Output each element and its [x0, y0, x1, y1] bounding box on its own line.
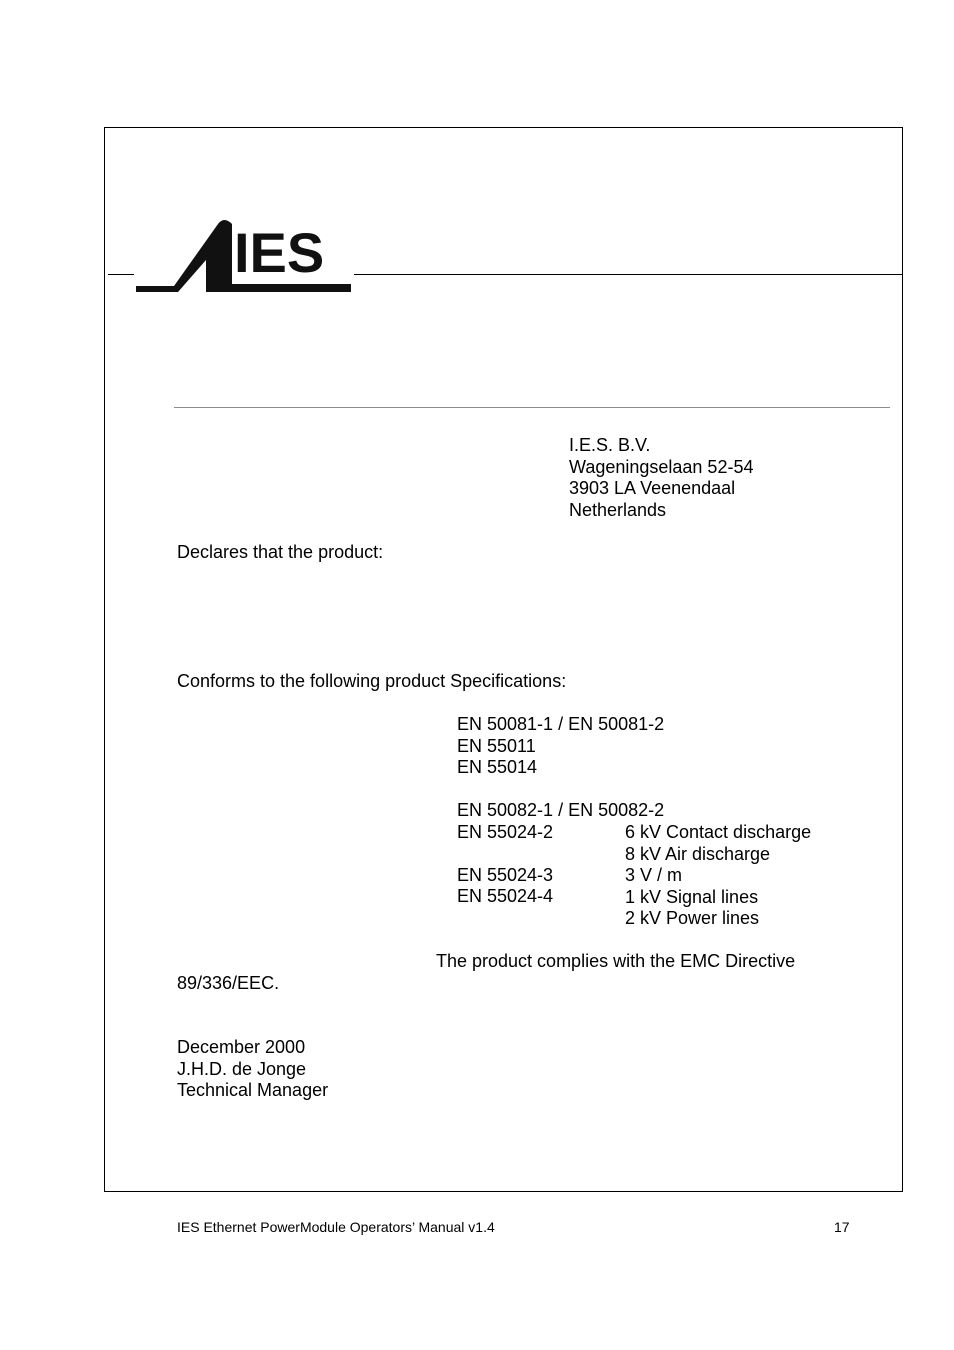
immunity-detail-list: [625, 822, 811, 930]
address-line: Netherlands: [569, 499, 667, 520]
signatory-title: Technical Manager: [177, 1080, 329, 1100]
spec-detail: 3 V / m: [625, 865, 683, 885]
spec-detail: 6 kV Contact discharge: [625, 822, 812, 842]
ies-logo: [134, 214, 354, 296]
spec-item: EN 55024-2: [457, 821, 554, 842]
spec-item: EN 55024-4: [457, 886, 554, 906]
signatory-name: J.H.D. de Jonge: [177, 1058, 307, 1079]
svg-text:IES: IES: [234, 221, 325, 284]
spec-item: EN 55024-3: [457, 864, 554, 885]
spec-item: EN 50082-1 / EN 50082-2: [457, 800, 665, 820]
spec-item: EN 55011: [457, 735, 536, 756]
signature-block: [177, 1037, 328, 1102]
spec-detail: 1 kV Signal lines: [625, 886, 759, 907]
emission-spec-list: [457, 714, 664, 779]
footer-manual-title: IES Ethernet PowerModule Operators’ Manual v1.4: [177, 1219, 495, 1235]
directive-text: 89/336/EEC.: [177, 973, 280, 993]
complies-text: The product complies with the EMC Directive: [436, 951, 796, 971]
page-number: 17: [834, 1219, 850, 1235]
section-separator: [174, 407, 890, 408]
spec-detail: 8 kV Air discharge: [625, 843, 771, 864]
spec-detail: 2 kV Power lines: [625, 908, 760, 928]
address-line: I.E.S. B.V.: [569, 435, 651, 455]
address-line: 3903 LA Veenendaal: [569, 478, 736, 498]
conforms-text: Conforms to the following product Specifications:: [177, 671, 567, 691]
company-address: [569, 435, 753, 521]
signature-date: December 2000: [177, 1037, 306, 1057]
spec-item: EN 55014: [457, 757, 538, 777]
address-line: Wageningselaan 52-54: [569, 456, 754, 477]
spec-item: EN 50081-1 / EN 50081-2: [457, 714, 665, 734]
declares-text: Declares that the product:: [177, 542, 384, 562]
